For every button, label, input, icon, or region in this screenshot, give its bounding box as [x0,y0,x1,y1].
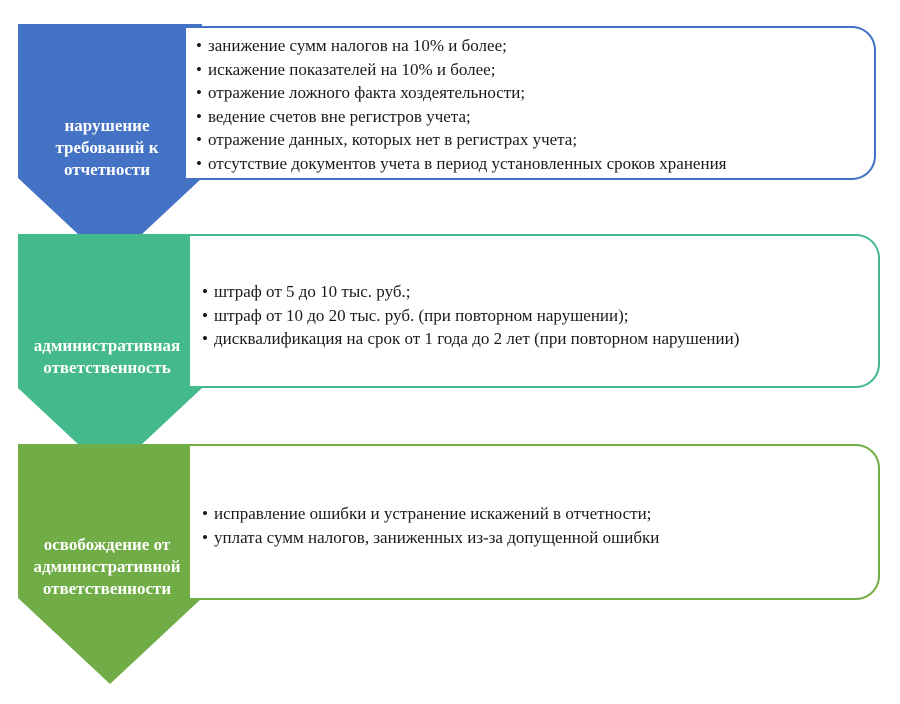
chevron-label-exemption: освобождение от административной ответственности [33,535,181,598]
list-item: • искажение показателей на 10% и более; [196,59,496,79]
list-item: • уплата сумм налогов, заниженных из-за допущенной ошибки [202,527,660,547]
details-box-violation [186,26,876,180]
liability-list [202,280,878,351]
list-item: • ведение счетов вне регистров учета; [196,106,471,126]
details-box-liability [190,234,880,388]
list-item: • отсутствие документов учета в период установленных сроков хранения [196,153,727,173]
list-item: • штраф от 10 до 20 тыс. руб. (при повторном нарушении); [202,305,629,325]
violation-list [196,34,874,175]
list-item: • занижение сумм налогов на 10% и более; [196,36,507,55]
exemption-list [202,502,878,549]
chevron-label-violation: нарушение требований к отчетности [55,116,159,179]
list-item: • штраф от 5 до 10 тыс. руб.; [202,282,411,301]
list-item: • отражение ложного факта хоздеятельности; [196,83,526,102]
list-item: • отражение данных, которых нет в регистрах учета; [196,130,578,149]
row-liability-exemption [0,430,900,700]
details-box-exemption [190,444,880,600]
list-item: • исправление ошибки и устранение искажений в отчетности; [202,504,652,523]
list-item: • дисквалификация на срок от 1 года до 2 лет (при повторном нарушении) [202,329,740,348]
chevron-label-liability: административная ответственность [33,336,181,377]
